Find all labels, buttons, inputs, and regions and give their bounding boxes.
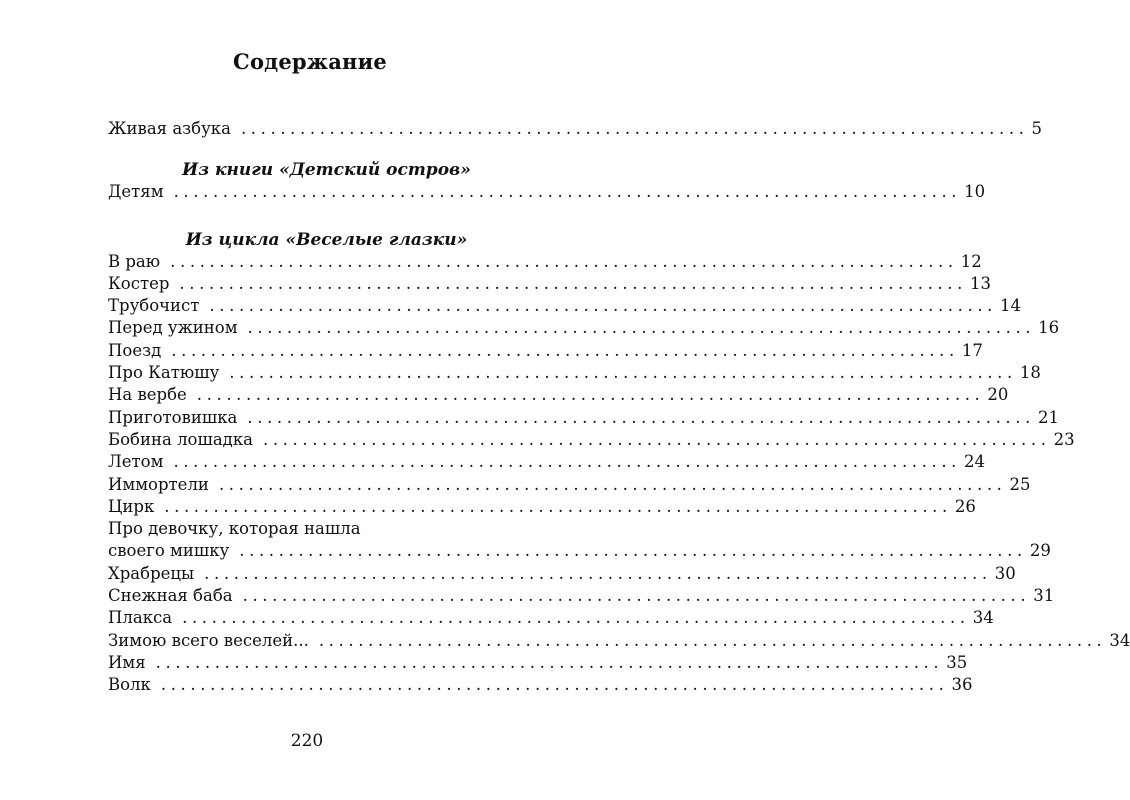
dot-leader: ................................................................................	[179, 273, 967, 293]
toc-entry-page: 10	[964, 182, 986, 202]
toc-entry[interactable]	[108, 362, 1041, 384]
toc-entry-page: 5	[1031, 119, 1043, 138]
toc-entry[interactable]	[108, 563, 1016, 585]
toc-entry[interactable]	[108, 273, 991, 295]
toc-entry-wrapped[interactable]	[108, 518, 1051, 563]
toc-entry[interactable]	[108, 384, 1009, 406]
toc-entry-title: Волк	[108, 675, 151, 695]
toc-section-list	[108, 251, 1075, 519]
toc-entry-page: 29	[1029, 541, 1051, 561]
toc-entry-title: Храбрецы	[108, 563, 195, 583]
toc-entry-title: Иммортели	[108, 474, 209, 494]
toc-entry[interactable]	[108, 407, 1059, 429]
toc-entry-page: 20	[987, 385, 1009, 405]
toc-entry-title: Плакса	[108, 608, 173, 628]
toc-entry[interactable]	[108, 181, 986, 203]
dot-leader: ................................................................................	[239, 541, 1027, 561]
toc-entry-page: 14	[1000, 296, 1022, 316]
toc-entry-page: 34	[972, 608, 994, 628]
toc-entry-title: В раю	[108, 251, 161, 271]
dot-leader: ................................................................................	[229, 363, 1017, 383]
toc-entry-title: Снежная баба	[108, 586, 233, 606]
dot-leader: ................................................................................	[173, 182, 962, 202]
toc-entry-title: Трубочист	[108, 296, 200, 316]
section-heading: Из книги «Детский остров»	[182, 160, 471, 181]
dot-leader: ................................................................................	[218, 474, 1007, 494]
dot-leader: ................................................................................	[173, 452, 962, 472]
toc-entry[interactable]	[108, 585, 1055, 607]
toc-entry[interactable]	[108, 295, 1022, 317]
toc-entry-page: 31	[1033, 586, 1055, 606]
toc-entry-title: Имя	[108, 652, 146, 672]
toc-entry-page: 17	[961, 340, 983, 360]
toc-entry-page: 12	[960, 251, 982, 271]
dot-leader: ................................................................................	[318, 630, 1107, 650]
toc-entry-page: 25	[1009, 474, 1031, 494]
toc-entry-page: 30	[994, 563, 1016, 583]
dot-leader: ................................................................................	[209, 296, 998, 316]
toc-entry-page: 16	[1038, 318, 1060, 338]
toc-entry[interactable]	[108, 429, 1075, 451]
toc-entry-title: Детям	[108, 182, 164, 202]
dot-leader: ................................................................................	[155, 652, 944, 672]
dot-leader: ................................................................................	[262, 429, 1051, 449]
page-title: Содержание	[233, 49, 387, 74]
toc-entry-page: 24	[964, 452, 986, 472]
toc-entry[interactable]	[108, 317, 1060, 339]
toc-entry[interactable]	[108, 674, 973, 696]
dot-leader: ................................................................................	[171, 340, 959, 360]
toc-entry-page: 21	[1037, 407, 1059, 427]
toc-section-list	[108, 181, 986, 203]
toc-entry-title: Поезд	[108, 340, 162, 360]
page-number: 220	[290, 731, 324, 751]
table-of-contents	[108, 118, 1130, 697]
toc-entry[interactable]	[108, 451, 986, 473]
toc-entry-title: Про Катюшу	[108, 363, 220, 383]
toc-entry[interactable]	[108, 118, 1043, 140]
toc-entry-page: 18	[1019, 363, 1041, 383]
toc-entry[interactable]	[108, 630, 1130, 652]
toc-entry-title-continued: своего мишку	[108, 541, 230, 561]
toc-entry-page: 34	[1109, 630, 1130, 650]
dot-leader: ................................................................................	[182, 608, 970, 628]
toc-entry-title: Приготовишка	[108, 407, 238, 427]
toc-entry-page: 36	[951, 675, 973, 695]
dot-leader: ................................................................................	[164, 496, 952, 516]
toc-entry[interactable]	[108, 607, 994, 629]
toc-entry-title: Цирк	[108, 496, 155, 516]
toc-entry-page: 35	[946, 652, 968, 672]
toc-entry-title: Зимою всего веселей...	[108, 630, 309, 650]
dot-leader: ................................................................................	[247, 318, 1036, 338]
dot-leader: ................................................................................	[196, 385, 985, 405]
toc-entry-title: Костер	[108, 273, 170, 293]
toc-entry[interactable]	[108, 474, 1031, 496]
toc-entry-page: 13	[970, 273, 991, 293]
toc-entry[interactable]	[108, 496, 976, 518]
toc-entry-title: Бобина лошадка	[108, 429, 253, 449]
toc-entry[interactable]	[108, 652, 968, 674]
dot-leader: ................................................................................	[170, 251, 958, 271]
toc-entry-page: 23	[1053, 429, 1075, 449]
dot-leader: ................................................................................	[247, 407, 1035, 427]
dot-leader: ................................................................................	[204, 563, 992, 583]
toc-entry[interactable]	[108, 340, 983, 362]
toc-entry-title: На вербе	[108, 385, 187, 405]
toc-entry-title: Живая азбука	[108, 119, 231, 138]
dot-leader: ................................................................................	[242, 586, 1031, 606]
toc-entry-page: 26	[954, 496, 976, 516]
toc-entry-title: Летом	[108, 452, 164, 472]
toc-entry-title: Перед ужином	[108, 318, 238, 338]
dot-leader: ................................................................................	[160, 675, 949, 695]
dot-leader: ................................................................................	[240, 119, 1029, 138]
toc-entry-title: Про девочку, которая нашла	[108, 519, 361, 539]
section-heading: Из цикла «Веселые глазки»	[185, 229, 468, 250]
toc-entry[interactable]	[108, 251, 982, 273]
toc-section-list	[108, 563, 1130, 697]
